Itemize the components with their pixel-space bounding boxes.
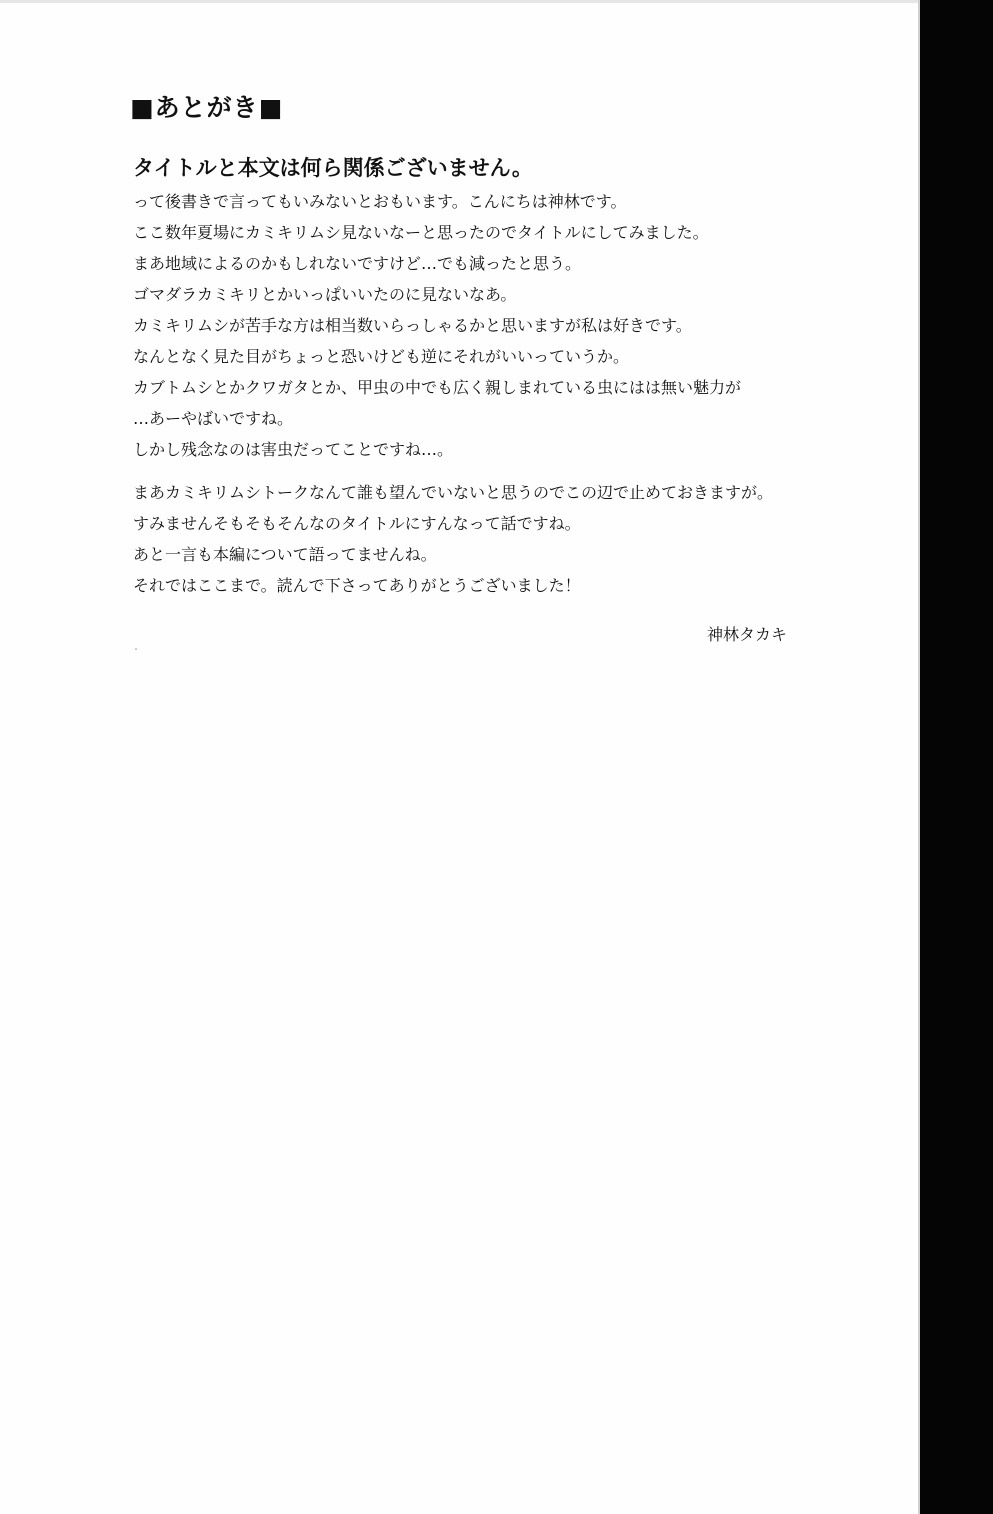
text-line: カミキリムシが苦手な方は相当数いらっしゃるかと思いますが私は好きです。 <box>133 316 692 335</box>
text-line: ここ数年夏場にカミキリムシ見ないなーと思ったのでタイトルにしてみました。 <box>133 223 709 242</box>
text-line: まあ地域によるのかもしれないですけど…でも減ったと思う。 <box>133 254 582 273</box>
text-line: しかし残念なのは害虫だってことですね…。 <box>133 440 454 459</box>
afterword-paragraph-2 <box>133 477 773 601</box>
text-line: …あーやばいですね。 <box>133 409 294 428</box>
paper-speck <box>135 648 137 650</box>
text-line: って後書きで言ってもいみないとおもいます。こんにちは神林です。 <box>133 192 627 211</box>
page-top-edge <box>0 0 920 3</box>
text-line: カブトムシとかクワガタとか、甲虫の中でも広く親しまれている虫にはは無い魅力が <box>133 378 742 397</box>
afterword-heading: ■あとがき■ <box>130 93 284 122</box>
text-line: まあカミキリムシトークなんて誰も望んでいないと思うのでこの辺で止めておきますが。 <box>133 483 774 502</box>
author-signature: 神林タカキ <box>707 625 788 644</box>
text-line: ゴマダラカミキリとかいっぱいいたのに見ないなあ。 <box>133 285 517 304</box>
binding-spine-bar <box>920 0 993 1514</box>
text-line: すみませんそもそもそんなのタイトルにすんなって話ですね。 <box>133 514 581 533</box>
text-line: それではここまで。読んで下さってありがとうございました！ <box>133 576 581 595</box>
afterword-subtitle: タイトルと本文は何ら関係ございません。 <box>133 156 533 180</box>
text-line: なんとなく見た目がちょっと恐いけども逆にそれがいいっていうか。 <box>133 347 630 366</box>
text-line: あと一言も本編について語ってませんね。 <box>133 545 437 564</box>
afterword-paragraph-1 <box>133 186 741 465</box>
